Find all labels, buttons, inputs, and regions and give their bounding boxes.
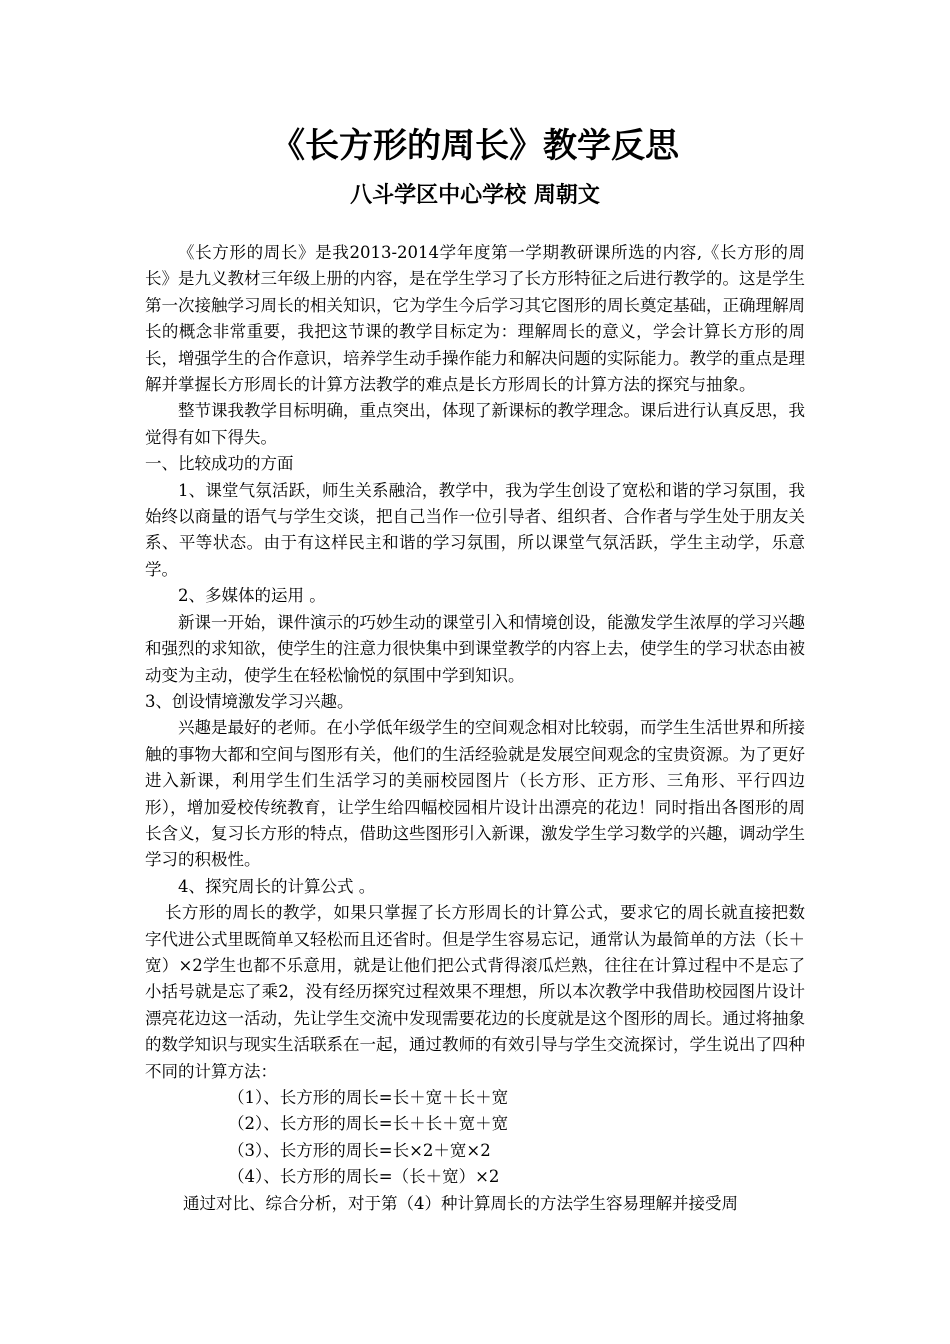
document-title: 《长方形的周长》教学反思 [271,126,679,166]
paragraph-intro: 《长方形的周长》是我2013-2014学年度第一学期教研课所选的内容,《长方形的周长》是九义教材三年级上册的内容，是在学生学习了长方形特征之后进行教学的。这是学生第一次接触学习周长的相关知识，它为学生今后学习其它图形的周长奠定基础，正确理解周长的概念非常重要，我把这节课的教学目标定为：理解周长的意义，学会计算长方形的周长，增强学生的合作意识，培养学生动手操作能力和解决问题的实际能力。教学的重点是理解并掌握长方形周长的计算方法教学的难点是长方形周长的计算方法的探究与抽象。 [145,243,805,395]
formula-line: （4）、长方形的周长=（长＋宽）×2 [228,1167,500,1187]
paragraph-point-2: 新课一开始，课件演示的巧妙生动的课堂引入和情境创设，能激发学生浓厚的学习兴趣和强烈的求知欲，使学生的注意力很快集中到课堂教学的内容上去，使学生的学习状态由被动变为主动，使学生在轻松愉悦的氛围中学到知识。 [145,612,805,685]
paragraph-point-3: 兴趣是最好的老师。在小学低年级学生的空间观念相对比较弱，而学生生活世界和所接触的事物大都和空间与图形有关，他们的生活经验就是发展空间观念的宝贵资源。为了更好进入新课，利用学生们生活学习的美丽校园图片（长方形、正方形、三角形、平行四边形），增加爱校传统教育，让学生给四幅校园相片设计出漂亮的花边！同时指出各图形的周长含义，复习长方形的特点，借助这些图形引入新课，激发学生学习数学的兴趣，调动学生学习的积极性。 [145,718,805,870]
formula-line: （3）、长方形的周长=长×2＋宽×2 [228,1140,491,1160]
formula-line: （1）、长方形的周长=长＋宽＋长＋宽 [228,1088,509,1107]
document-body [145,240,805,1217]
section-heading-success: 一、比较成功的方面 [145,454,294,474]
paragraph-point-2-heading: 2、多媒体的运用 。 [178,586,326,606]
formula-line: （2）、长方形的周长=长＋长＋宽＋宽 [228,1114,509,1134]
document-subtitle: 八斗学区中心学校 周朝文 [350,183,600,208]
paragraph-point-3-heading: 3、创设情境激发学习兴趣。 [145,691,354,711]
paragraph-point-4-heading: 4、探究周长的计算公式 。 [178,876,376,896]
paragraph-summary: 整节课我教学目标明确，重点突出，体现了新课标的教学理念。课后进行认真反思，我觉得有如下得失。 [145,401,805,447]
paragraph-conclusion: 通过对比、综合分析，对于第（4）种计算周长的方法学生容易理解并接受周 [183,1193,738,1213]
paragraph-point-1: 1、课堂气氛活跃，师生关系融洽，教学中，我为学生创设了宽松和谐的学习氛围，我始终以商量的语气与学生交谈，把自己当作一位引导者、组织者、合作者与学生处于朋友关系、平等状态。由于有这样民主和谐的学习氛围，所以课堂气氛活跃，学生主动学，乐意学。 [145,480,805,579]
paragraph-point-4: 长方形的周长的教学，如果只掌握了长方形周长的计算公式，要求它的周长就直接把数字代进公式里既简单又轻松而且还省时。但是学生容易忘记，通常认为最简单的方法（长＋宽）×2学生也都不乐意用，就是让他们把公式背得滚瓜烂熟，往往在计算过程中不是忘了小括号就是忘了乘2，没有经历探究过程效果不理想，所以本次教学中我借助校园图片设计漂亮花边这一活动，先让学生交流中发现需要花边的长度就是这个图形的周长。通过将抽象的数学知识与现实生活联系在一起，通过教师的有效引导与学生交流探讨，学生说出了四种不同的计算方法： [145,903,805,1081]
